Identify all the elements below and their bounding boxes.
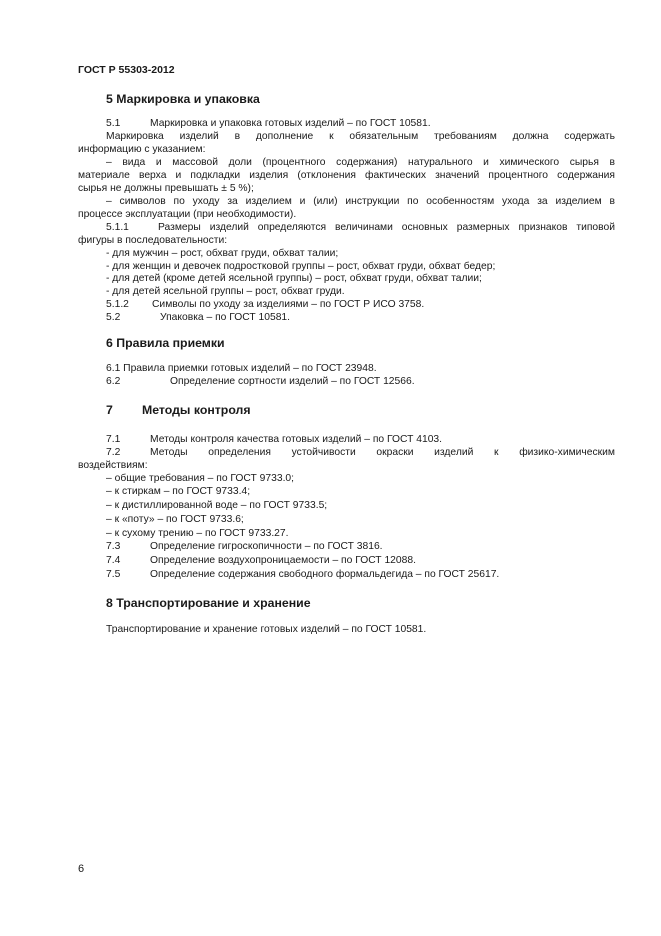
size-list-item-children: - для детей (кроме детей ясельной группы) – рост, обхват груди, обхват талии; [106, 273, 482, 284]
standard-header: ГОСТ Р 55303-2012 [78, 64, 175, 76]
clause-5-1-number: 5.1 [106, 118, 121, 129]
marking-paragraph-line2: информацию с указанием: [78, 144, 206, 155]
section-5-title: 5 Маркировка и упаковка [106, 92, 260, 106]
clause-7-5-text: Определение содержания свободного формальдегида – по ГОСТ 25617. [150, 569, 500, 580]
section-6-title: 6 Правила приемки [106, 336, 225, 350]
clause-5-1-1-number: 5.1.1 [106, 222, 129, 233]
dash-item-care-line2: процессе эксплуатации (при необходимости). [78, 209, 297, 220]
clause-5-2-text: Упаковка – по ГОСТ 10581. [160, 312, 291, 323]
clause-5-1-2-text: Символы по уходу за изделиями – по ГОСТ Р ИСО 3758. [152, 299, 425, 310]
dash-item-composition-line3: сырья не должны превышать ± 5 %); [78, 183, 254, 194]
dash-item-composition-line2: материале верха и подкладки изделия (отклонения фактических значений процентного содержания [78, 170, 615, 181]
method-item-general: – общие требования – по ГОСТ 9733.0; [106, 473, 295, 484]
clause-7-4-text: Определение воздухопроницаемости – по ГОСТ 12088. [150, 555, 416, 566]
clause-5-1-1-text: Размеры изделий определяются величинами основных размерных признаков типовой [158, 222, 615, 233]
clause-7-3-number: 7.3 [106, 541, 121, 552]
clause-7-1-text: Методы контроля качества готовых изделий – по ГОСТ 4103. [150, 434, 443, 445]
section-7-number: 7 [106, 403, 113, 417]
clause-7-2-text: Методы определения устойчивости окраски изделий к физико-химическим [150, 447, 615, 458]
clause-6-1: 6.1 Правила приемки готовых изделий – по ГОСТ 23948. [106, 363, 377, 374]
dash-item-composition-line1: – вида и массовой доли (процентного содержания) натурального и химического сырья в [106, 157, 615, 168]
method-item-sweat: – к «поту» – по ГОСТ 9733.6; [106, 514, 244, 525]
marking-paragraph-line1: Маркировка изделий в дополнение к обязательным требованиям должна содержать [106, 131, 615, 142]
clause-7-1-number: 7.1 [106, 434, 121, 445]
clause-6-2-text: Определение сортности изделий – по ГОСТ 12566. [170, 376, 415, 387]
section-7-title: Методы контроля [142, 403, 251, 417]
size-list-item-men: - для мужчин – рост, обхват груди, обхват талии; [106, 248, 339, 259]
dash-item-care-line1: – символов по уходу за изделием и (или) инструкции по особенностям ухода за изделием в [106, 196, 615, 207]
clause-7-5-number: 7.5 [106, 569, 121, 580]
size-list-item-infants: - для детей ясельной группы – рост, обхват груди. [106, 286, 345, 297]
clause-5-2-number: 5.2 [106, 312, 121, 323]
clause-7-2-number: 7.2 [106, 447, 121, 458]
clause-5-1-text: Маркировка и упаковка готовых изделий – по ГОСТ 10581. [150, 118, 431, 129]
section-8-title: 8 Транспортирование и хранение [106, 596, 311, 610]
clause-5-1-1-cont: фигуры в последовательности: [78, 235, 228, 246]
clause-7-4-number: 7.4 [106, 555, 121, 566]
method-item-distilled-water: – к дистиллированной воде – по ГОСТ 9733.5; [106, 500, 328, 511]
page-number: 6 [78, 863, 85, 875]
clause-6-2-number: 6.2 [106, 376, 121, 387]
clause-5-1-2-number: 5.1.2 [106, 299, 129, 310]
clause-7-2-cont: воздействиям: [78, 460, 148, 471]
clause-7-3-text: Определение гигроскопичности – по ГОСТ 3816. [150, 541, 383, 552]
method-item-washing: – к стиркам – по ГОСТ 9733.4; [106, 486, 251, 497]
size-list-item-women: - для женщин и девочек подростковой группы – рост, обхват груди, обхват бедер; [106, 261, 496, 272]
method-item-dry-rubbing: – к сухому трению – по ГОСТ 9733.27. [106, 528, 289, 539]
section-8-text: Транспортирование и хранение готовых изделий – по ГОСТ 10581. [106, 624, 427, 635]
